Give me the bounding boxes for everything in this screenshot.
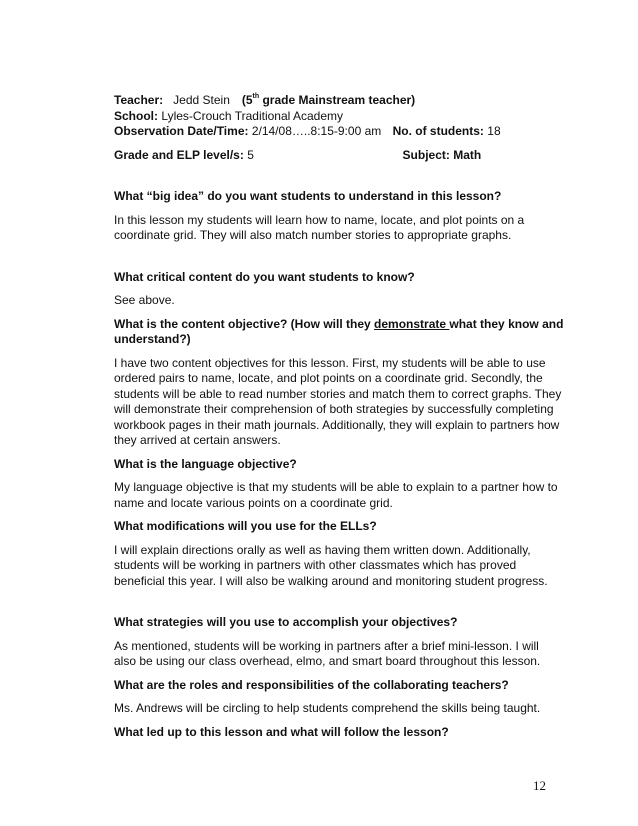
teacher-label: Teacher: [114,93,164,107]
content-objective-question: What is the content objective? (How will they demonstrate what they know and understand?) [114,316,564,346]
roles-answer: Ms. Andrews will be circling to help students comprehend the skills being taught. [114,701,541,715]
modifications-question: What modifications will you use for the ELLs? [114,519,377,533]
follow-up-question: What led up to this lesson and what will follow the lesson? [114,724,449,739]
subject-label: Subject: [402,147,450,162]
critical-content-question: What critical content do you want students to know? [114,269,415,284]
page-number: 12 [533,778,546,793]
content-objective-answer: I have two content objectives for this lesson. First, my students will be able to use ordered pairs to name, locate, and plot points on a coordinate grid. Secondly, the students will be able to read number stories and match them to correct graphs. They will demonstrate their comprehension of both strategies by successfully completing workbook pages in their math journals. Additionally, they will explain to partners how they arrived at certain answers. [114,355,562,447]
grade-role: (5th grade Mainstream teacher) [241,93,416,107]
teacher-value: Jedd Stein [173,93,230,107]
grade-subject-line [114,148,564,164]
students-label: No. of students: [392,124,484,138]
big-idea-answer: In this lesson my students will learn how to name, locate, and plot points on a coordinate grid. They will also match number stories to appropriate graphs. [114,212,525,242]
language-objective-question: What is the language objective? [114,456,297,471]
language-objective-answer: My language objective is that my students will be able to explain to a partner how to name and locate various points on a coordinate grid. [114,480,558,510]
school-label: School: [114,108,158,123]
observation-label: Observation Date/Time: [114,124,249,138]
lesson-plan-document [114,93,564,740]
subject-value: Math [453,147,482,162]
students-value: 18 [487,124,501,138]
strategies-question: What strategies will you use to accomplish your objectives? [114,615,458,629]
strategies-answer: As mentioned, students will be working in partners after a brief mini-lesson. I will also be using our class overhead, elmo, and smart board throughout this lesson. [114,638,541,668]
modifications-answer: I will explain directions orally as well as having them written down. Additionally, students will be working in partners with other classmates which has proved beneficial this year. I will also be walking around and monitoring student progress. [114,542,548,588]
big-idea-question: What “big idea” do you want students to understand in this lesson? [114,189,502,203]
observation-value: 2/14/08…..8:15-9:00 am [251,124,382,138]
roles-question: What are the roles and responsibilities of the collaborating teachers? [114,677,509,692]
critical-content-answer: See above. [114,293,175,307]
school-line [114,109,564,125]
school-value: Lyles-Crouch Traditional Academy [161,108,343,123]
teacher-line [114,93,564,109]
grade-value: 5 [247,147,254,162]
observation-line [114,124,564,140]
grade-label: Grade and ELP level/s: [114,147,244,162]
